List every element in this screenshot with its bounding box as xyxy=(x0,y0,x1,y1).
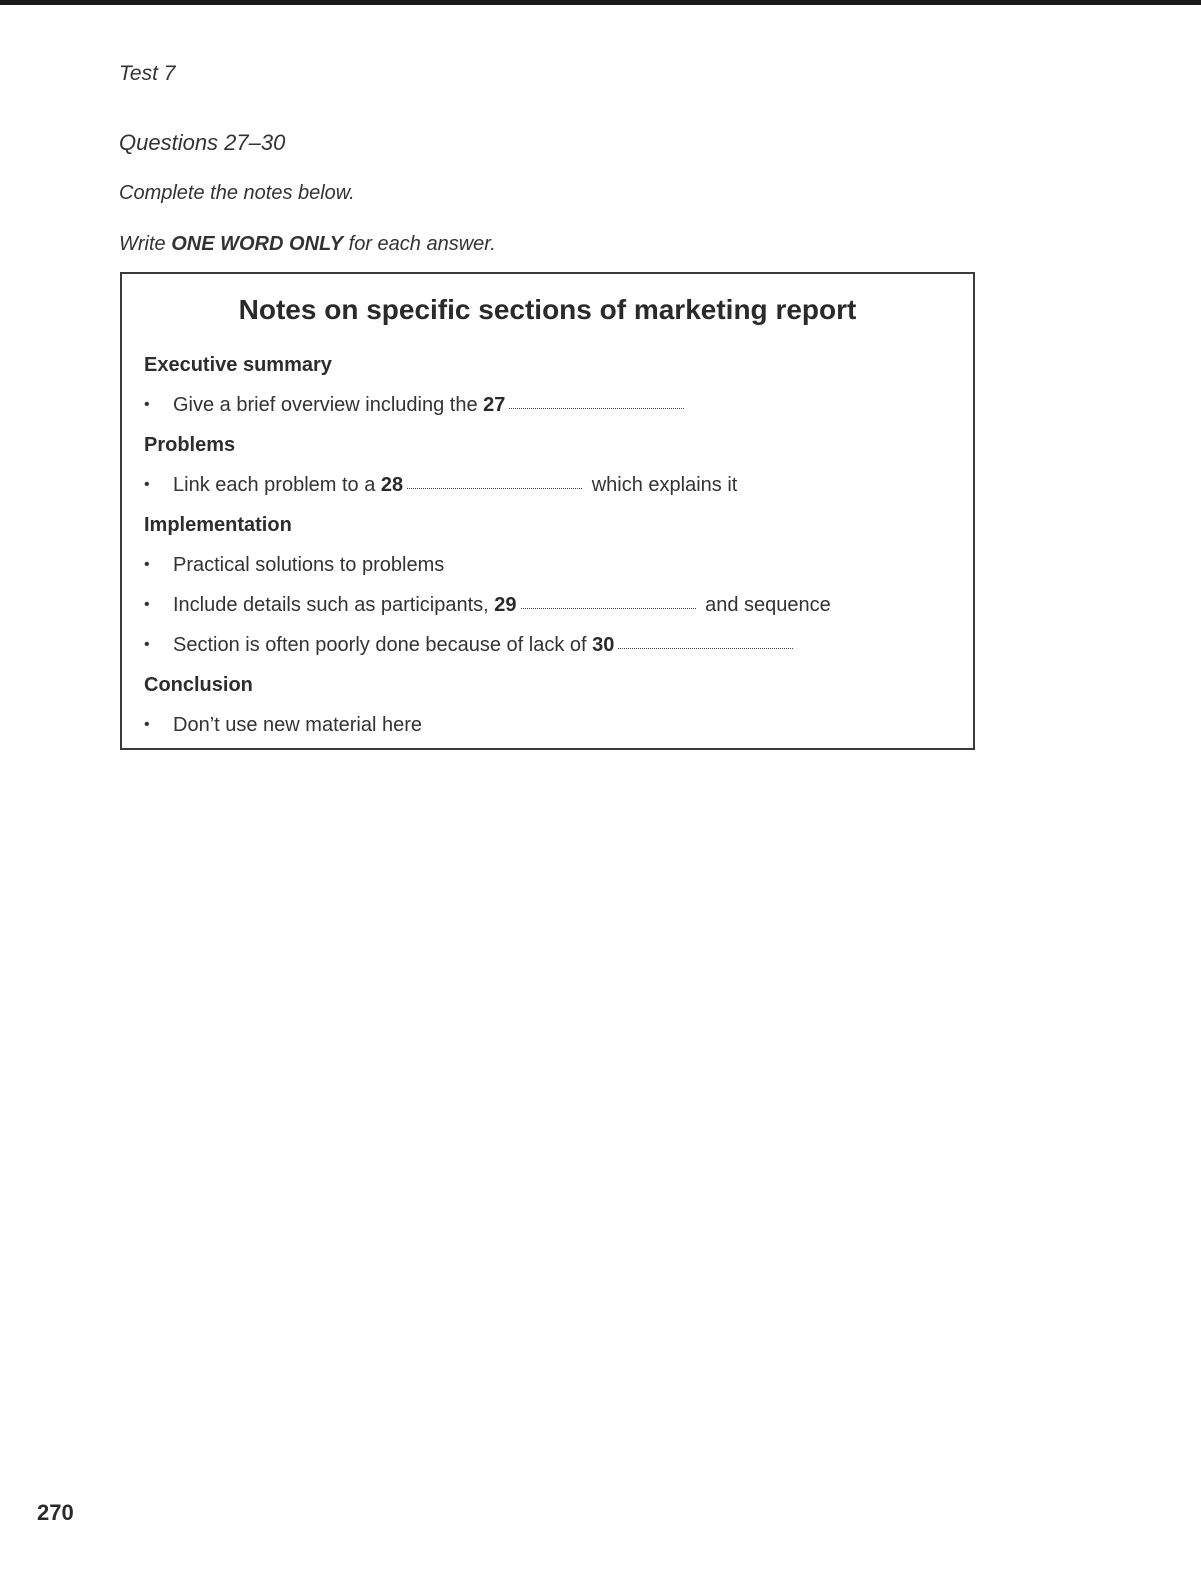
bullet-text: Section is often poorly done because of lack of xyxy=(173,634,593,656)
question-number: 27 xyxy=(483,394,506,416)
section-heading-conclusion: Conclusion xyxy=(144,674,253,696)
bullet-item-practical-solutions xyxy=(144,554,444,577)
instruction-complete-notes: Complete the notes below. xyxy=(119,182,355,204)
bullet-text: Give a brief overview including the xyxy=(173,394,484,416)
instruction-prefix: Write xyxy=(119,233,172,255)
answer-blank-29[interactable] xyxy=(521,607,696,609)
bullet-item-conclusion xyxy=(144,714,422,737)
answer-blank-30[interactable] xyxy=(618,647,793,649)
section-heading-executive-summary: Executive summary xyxy=(144,354,332,376)
answer-blank-28[interactable] xyxy=(407,487,582,489)
top-border-rule xyxy=(0,0,1201,5)
page-number: 270 xyxy=(37,1500,74,1525)
questions-label: Questions 27–30 xyxy=(119,130,286,155)
notes-box xyxy=(120,272,975,750)
question-number: 30 xyxy=(592,634,615,656)
question-number: 29 xyxy=(494,594,517,616)
notes-title: Notes on specific sections of marketing report xyxy=(238,294,857,325)
bullet-icon: • xyxy=(144,636,150,653)
instruction-word-limit xyxy=(119,233,496,256)
bullet-item-30 xyxy=(144,634,797,657)
answer-blank-27[interactable] xyxy=(509,407,684,409)
bullet-item-28 xyxy=(144,474,737,497)
bullet-text-after: and sequence xyxy=(699,594,831,616)
bullet-icon: • xyxy=(144,596,150,613)
bullet-icon: • xyxy=(144,556,150,573)
bullet-item-29 xyxy=(144,594,831,617)
section-heading-problems: Problems xyxy=(144,434,236,456)
bullet-text: Practical solutions to problems xyxy=(173,554,445,576)
section-heading-implementation: Implementation xyxy=(144,514,292,536)
instruction-suffix: for each answer. xyxy=(343,233,496,255)
question-number: 28 xyxy=(380,474,404,496)
word-limit-emphasis: ONE WORD ONLY xyxy=(171,233,344,255)
test-label: Test 7 xyxy=(119,62,176,85)
bullet-item-27 xyxy=(144,394,688,417)
bullet-text: Don’t use new material here xyxy=(173,714,423,736)
bullet-icon: • xyxy=(144,396,150,413)
bullet-text: Include details such as participants, xyxy=(173,594,495,616)
bullet-text-after: which explains it xyxy=(586,474,738,496)
bullet-icon: • xyxy=(144,716,150,733)
bullet-icon: • xyxy=(144,476,150,493)
bullet-text: Link each problem to a xyxy=(173,474,381,496)
